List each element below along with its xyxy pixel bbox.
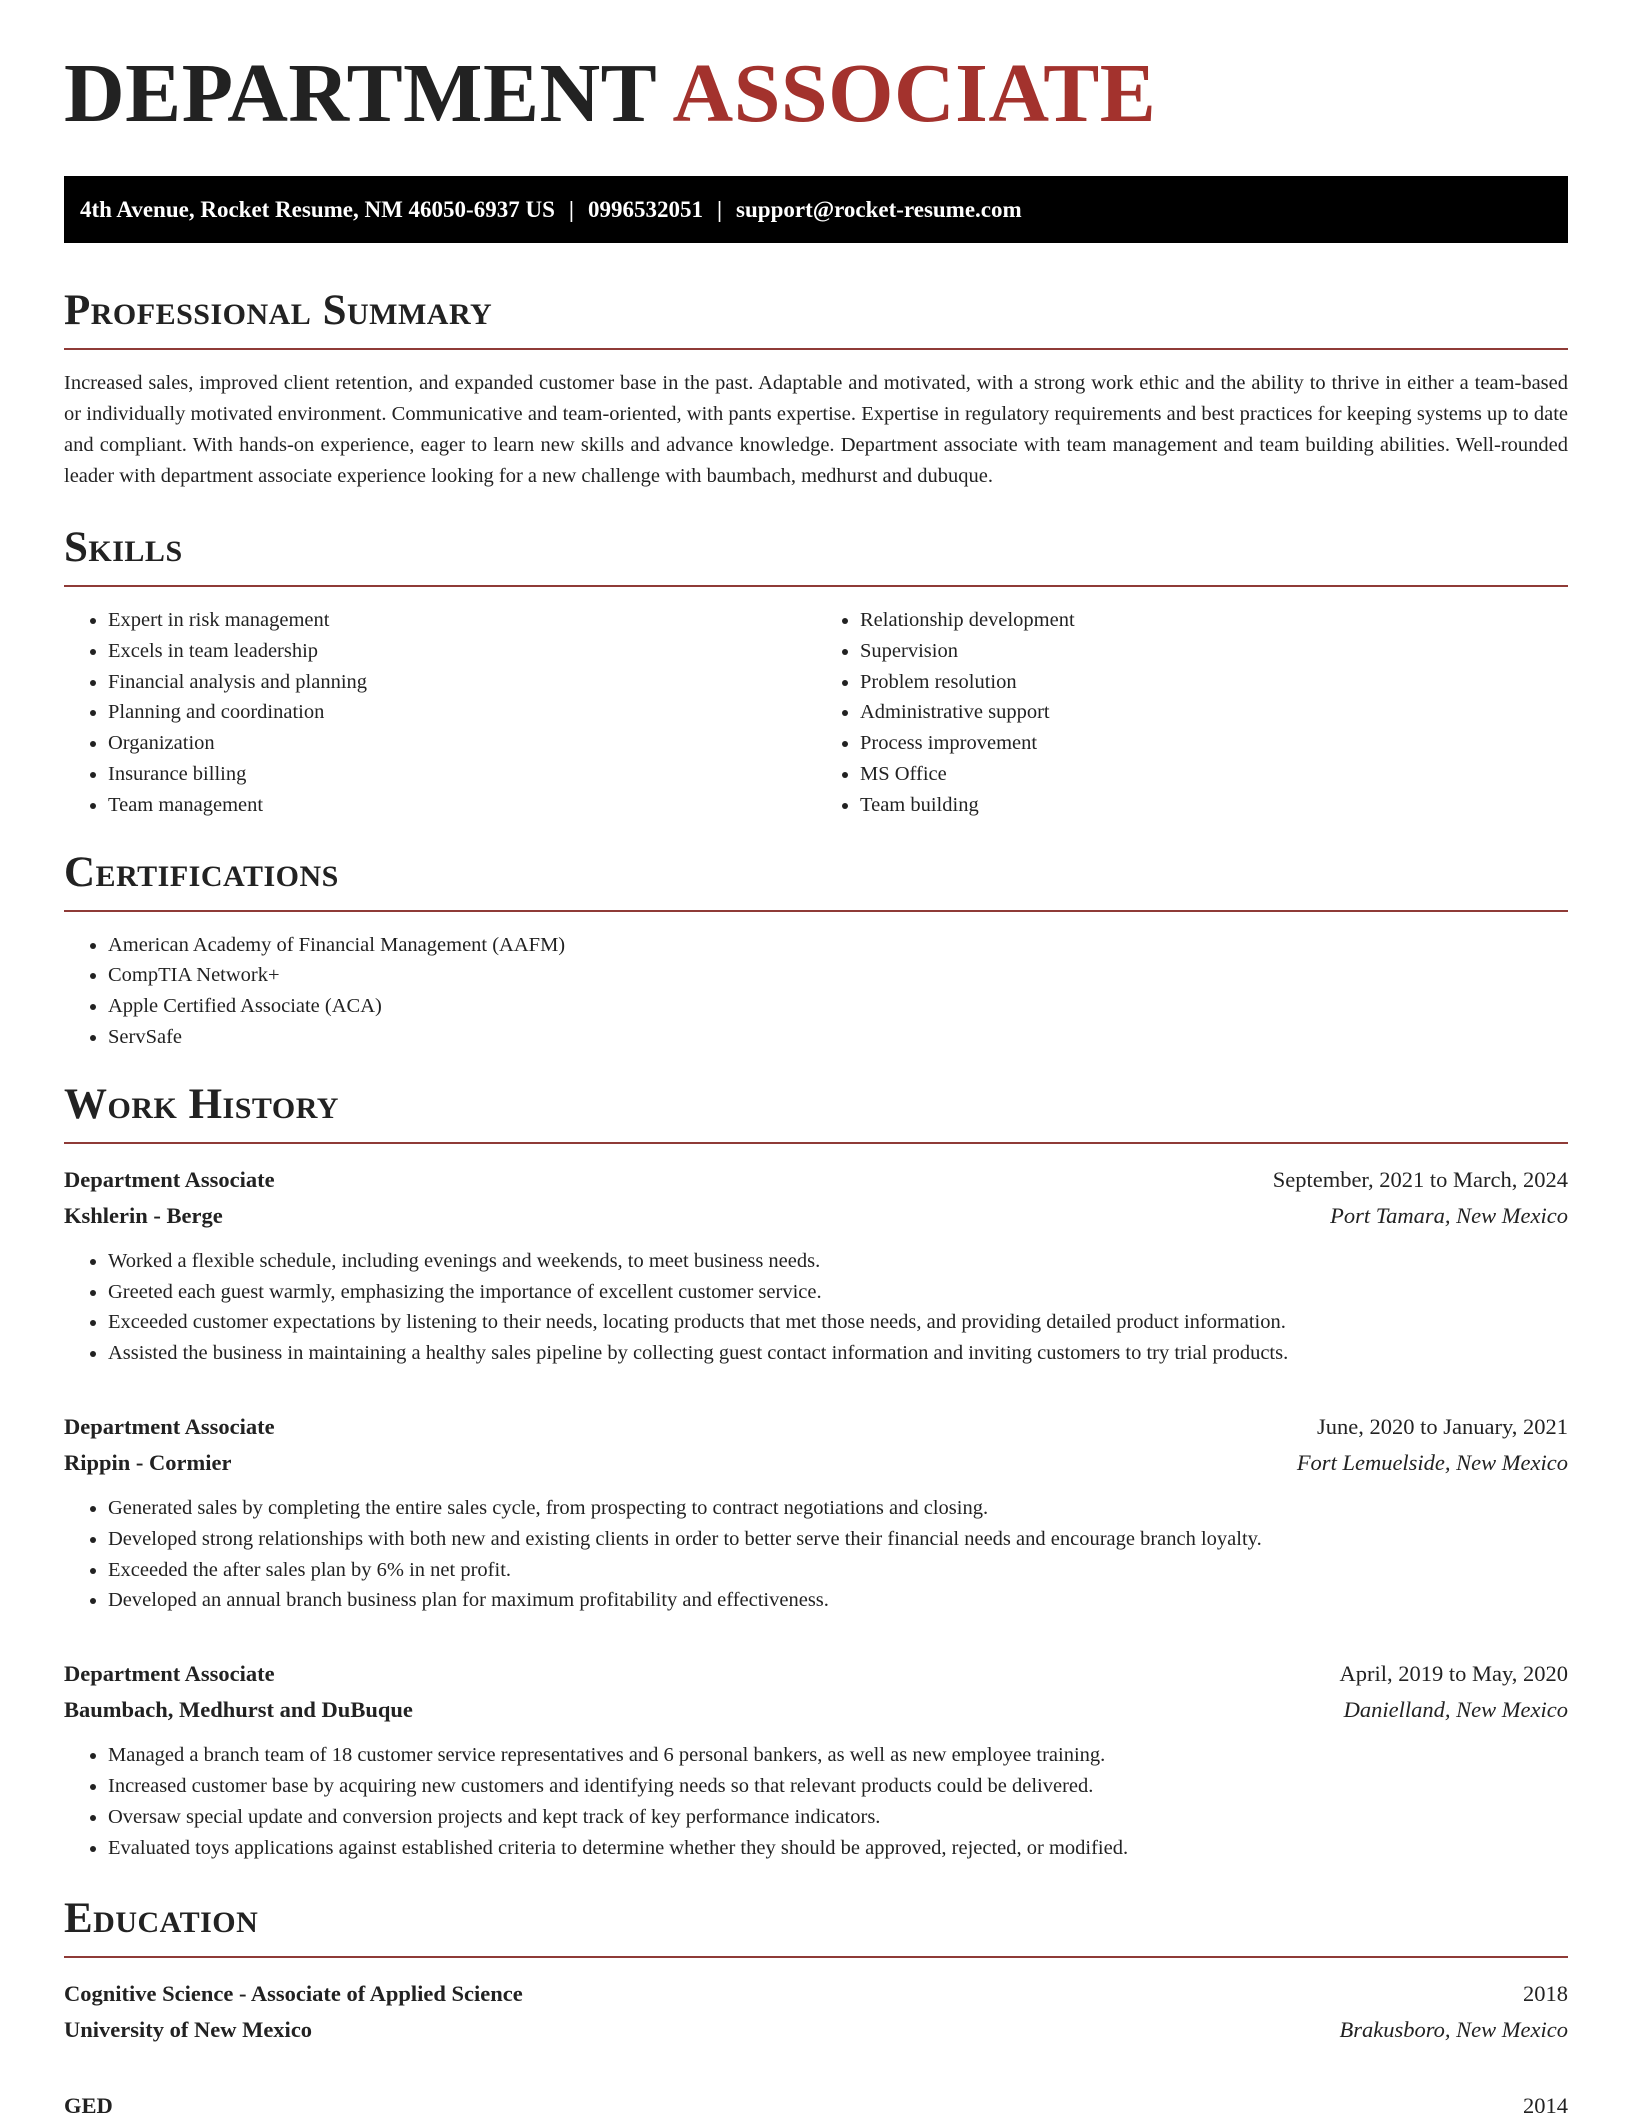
work-history-section xyxy=(64,1080,1568,1864)
section-divider xyxy=(64,1956,1568,1958)
skill-item: • Insurance billing xyxy=(108,759,816,790)
name-first: DEPARTMENT xyxy=(64,47,656,140)
job-entry xyxy=(64,1162,1568,1369)
contact-email[interactable]: support@rocket-resume.com xyxy=(736,196,1022,222)
job-entry xyxy=(64,1409,1568,1616)
job-location: Danielland, New Mexico xyxy=(1343,1697,1568,1723)
job-bullets xyxy=(64,1493,1568,1616)
skills-heading: Skills xyxy=(64,524,183,571)
job-location: Fort Lemuelside, New Mexico xyxy=(1296,1449,1568,1475)
summary-section xyxy=(64,289,1568,492)
contact-separator: | xyxy=(568,196,574,222)
skills-list-right xyxy=(816,605,1568,821)
name-last: ASSOCIATE xyxy=(672,47,1157,140)
skill-item: • MS Office xyxy=(860,759,1568,790)
skill-item: • Expert in risk management xyxy=(108,605,816,636)
skill-item: • Supervision xyxy=(860,636,1568,667)
summary-heading: Professional Summary xyxy=(64,287,493,334)
education-entry xyxy=(64,2088,1568,2124)
job-bullet: • Evaluated toys applications against established criteria to determine whether they should be approved, rejected, or modified. xyxy=(108,1833,1568,1864)
job-company: Rippin - Cormier xyxy=(64,1449,232,1475)
job-title: Department Associate xyxy=(64,1661,275,1687)
certification-item: • CompTIA Network+ xyxy=(108,960,1568,991)
certification-item: • American Academy of Financial Management (AAFM) xyxy=(108,930,1568,961)
education-section xyxy=(64,1897,1568,2124)
certifications-section xyxy=(64,848,1568,1053)
certifications-list xyxy=(64,930,1568,1053)
contact-separator: | xyxy=(716,196,723,222)
skill-item: • Financial analysis and planning xyxy=(108,667,816,698)
job-company: Baumbach, Medhurst and DuBuque xyxy=(64,1697,413,1723)
contact-address: 4th Avenue, Rocket Resume, NM 46050-6937 US xyxy=(80,196,555,222)
education-degree: Cognitive Science - Associate of Applied Science xyxy=(64,1981,523,2007)
job-bullet: • Generated sales by completing the entire sales cycle, from prospecting to contract negotiations and closing. xyxy=(108,1493,1568,1524)
skill-item: • Problem resolution xyxy=(860,667,1568,698)
contact-bar xyxy=(64,176,1568,243)
skill-item: • Planning and coordination xyxy=(108,697,816,728)
certifications-heading: Certifications xyxy=(64,848,339,896)
summary-text: Increased sales, improved client retention, and expanded customer base in the past. Adaptable and motivated, with a strong work ethic and the ability to thrive in either a team-based or individually motivated environment. Communicative and team-oriented, with pants expertise. Expertise in regulatory requirements and best practices for keeping systems up to date and compliant. With hands-on experience, eager to learn new skills and advance knowledge. Department associate with team management and team building abilities. Well-rounded leader with department associate experience looking for a new challenge with baumbach, medhurst and dubuque. xyxy=(64,372,1568,487)
education-year: 2014 xyxy=(1523,2093,1568,2119)
job-bullet: • Developed an annual branch business plan for maximum profitability and effectiveness. xyxy=(108,1585,1568,1616)
job-bullet: • Developed strong relationships with both new and existing clients in order to better serve their financial needs and encourage branch loyalty. xyxy=(108,1524,1568,1555)
job-bullet: • Increased customer base by acquiring new customers and identifying needs so that relevant products could be delivered. xyxy=(108,1771,1568,1802)
job-bullets xyxy=(64,1246,1568,1369)
job-bullet: • Oversaw special update and conversion projects and kept track of key performance indicators. xyxy=(108,1802,1568,1833)
work-history-heading: Work History xyxy=(64,1080,339,1128)
contact-phone[interactable]: 0996532051 xyxy=(587,196,703,222)
skill-item: • Excels in team leadership xyxy=(108,636,816,667)
certification-item: • ServSafe xyxy=(108,1022,1568,1053)
skill-item: • Relationship development xyxy=(860,605,1568,636)
education-entry xyxy=(64,1976,1568,2048)
job-location: Port Tamara, New Mexico xyxy=(1330,1202,1568,1228)
job-bullet: • Exceeded customer expectations by listening to their needs, locating products that met those needs, and providing detailed product information. xyxy=(108,1307,1568,1338)
job-bullet: • Exceeded the after sales plan by 6% in net profit. xyxy=(108,1555,1568,1586)
skills-grid xyxy=(64,605,1568,821)
job-entry xyxy=(64,1656,1568,1863)
section-divider xyxy=(64,910,1568,912)
section-divider xyxy=(64,1142,1568,1144)
job-dates: September, 2021 to March, 2024 xyxy=(1272,1166,1568,1192)
education-location: Brakusboro, New Mexico xyxy=(1339,2017,1568,2043)
skill-item: • Organization xyxy=(108,728,816,759)
certification-item: • Apple Certified Associate (ACA) xyxy=(108,991,1568,1022)
job-title: Department Associate xyxy=(64,1166,275,1192)
section-divider xyxy=(64,348,1568,350)
skill-item: • Process improvement xyxy=(860,728,1568,759)
job-dates: June, 2020 to January, 2021 xyxy=(1316,1413,1568,1439)
education-heading: Education xyxy=(64,1895,259,1943)
job-title: Department Associate xyxy=(64,1413,275,1439)
section-divider xyxy=(64,585,1568,587)
job-bullet: • Assisted the business in maintaining a healthy sales pipeline by collecting guest contact information and inviting customers to try trial products. xyxy=(108,1338,1568,1369)
skill-item: • Team management xyxy=(108,790,816,821)
education-school: University of New Mexico xyxy=(64,2017,313,2043)
skills-section xyxy=(64,526,1568,821)
job-bullet: • Greeted each guest warmly, emphasizing the importance of excellent customer service. xyxy=(108,1277,1568,1308)
job-company: Kshlerin - Berge xyxy=(64,1202,223,1228)
job-dates: April, 2019 to May, 2020 xyxy=(1339,1661,1568,1687)
education-year: 2018 xyxy=(1523,1981,1568,2007)
job-bullet: • Managed a branch team of 18 customer service representatives and 6 personal bankers, as well as new employee training. xyxy=(108,1740,1568,1771)
education-degree: GED xyxy=(64,2093,113,2119)
job-bullet: • Worked a flexible schedule, including evenings and weekends, to meet business needs. xyxy=(108,1246,1568,1277)
skill-item: • Team building xyxy=(860,790,1568,821)
resume-name xyxy=(64,47,1568,140)
job-bullets xyxy=(64,1740,1568,1863)
skills-list-left xyxy=(64,605,816,821)
skill-item: • Administrative support xyxy=(860,697,1568,728)
